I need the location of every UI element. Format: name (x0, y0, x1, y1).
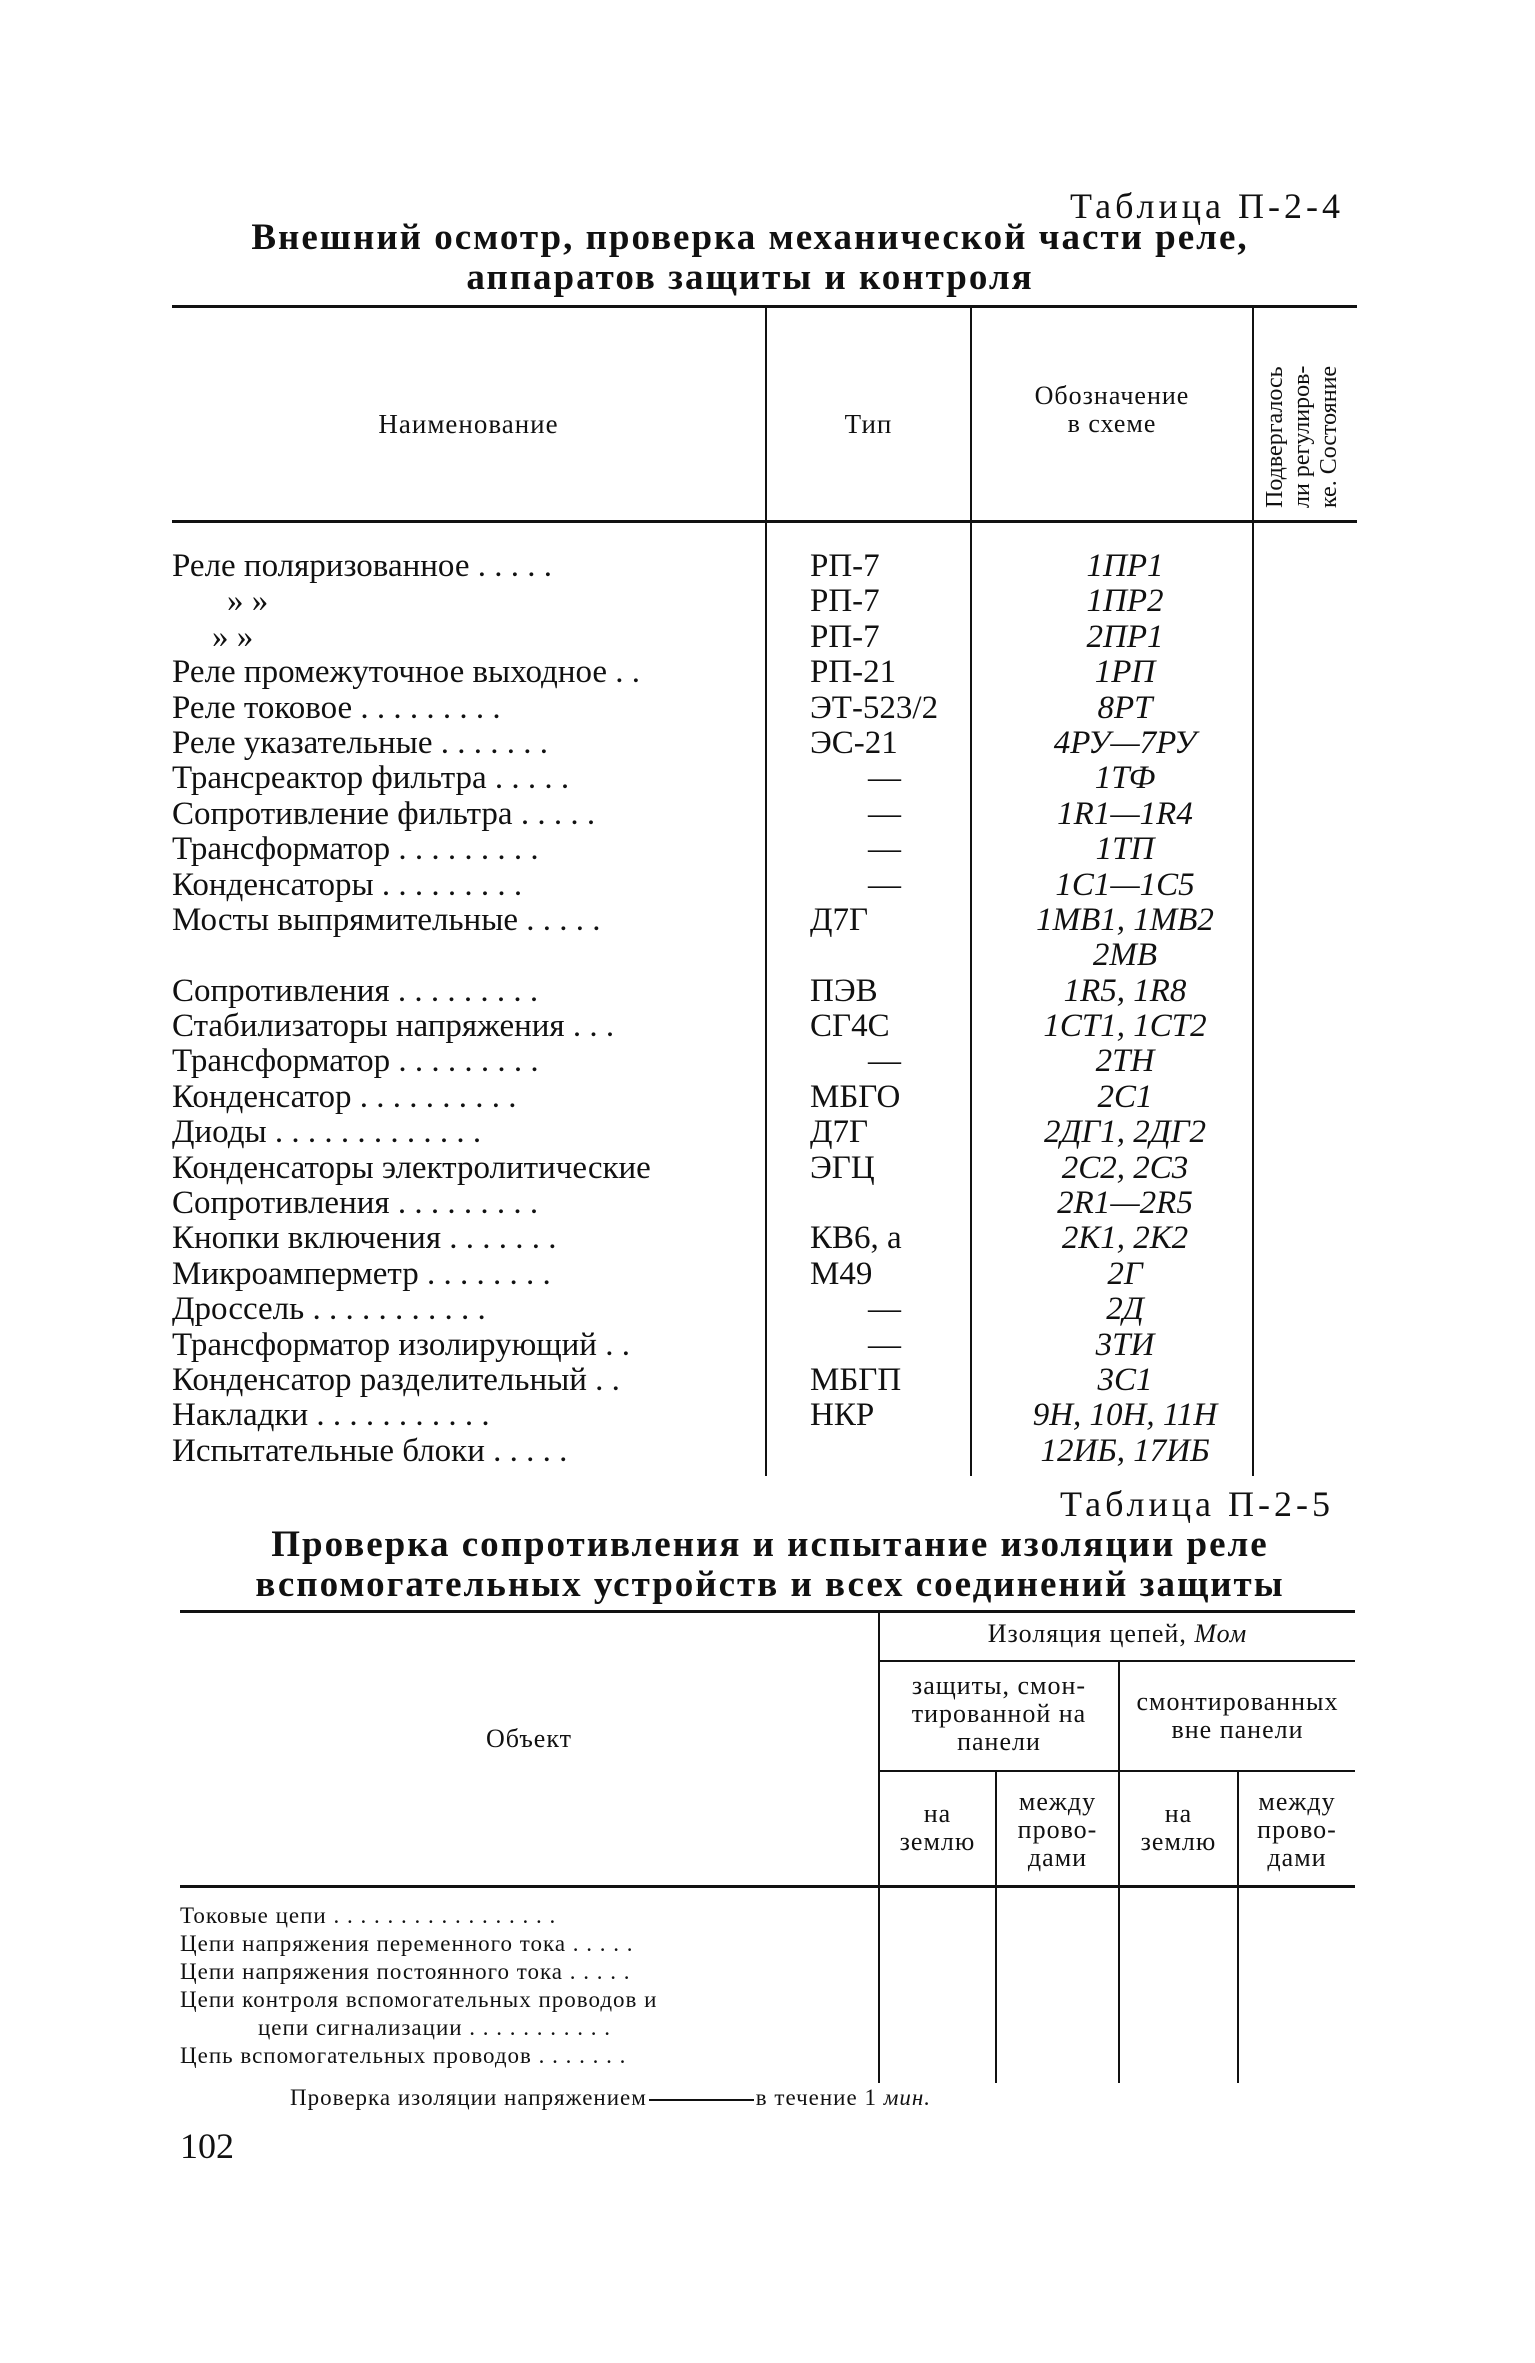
header-mounted-panel: защиты, смон- тированной на панели (911, 1671, 1087, 1756)
table-row-name (172, 938, 752, 973)
header-name: Наименование (378, 409, 559, 439)
header-state: Подвергалось ли регулиров- ке. Состояние (1262, 365, 1342, 508)
table-row-type: ЭТ-523/2 (810, 689, 939, 726)
table-row-type: — (868, 831, 901, 868)
table-row-name: Трансформатор изолирующий . . (172, 1326, 630, 1363)
table-row-name: » » (212, 618, 254, 655)
table-row-name: Трансформатор . . . . . . . . . (172, 831, 539, 868)
table-row-type: — (868, 760, 901, 797)
header-object: Объект (486, 1724, 572, 1753)
table-row-type: НКР (810, 1397, 875, 1434)
table-row-designation: 2С1 (1097, 1078, 1153, 1115)
voltage-blank (649, 2099, 754, 2101)
table-2-caption: Таблица П-2-5 (1060, 1484, 1334, 1524)
table-row-type: ПЭВ (810, 972, 878, 1009)
table-row-designation: 2МВ (1092, 937, 1158, 974)
table-2-title-line-2: вспомогательных устройств и всех соединений защиты (255, 1564, 1285, 1605)
table-row-name: Сопротивления . . . . . . . . . (172, 1185, 539, 1222)
table-row-name: » » (227, 583, 269, 620)
table-row-type: РП-7 (810, 583, 880, 620)
table-row-type: ЭС-21 (810, 724, 898, 761)
table-row-name: Реле промежуточное выходное . . (172, 654, 641, 691)
table-row-name: Стабилизаторы напряжения . . . (172, 1008, 615, 1045)
table-row-name: Диоды . . . . . . . . . . . . . (172, 1114, 482, 1151)
table-row-type: М49 (810, 1255, 873, 1292)
table-row-name: Конденсаторы . . . . . . . . . (172, 866, 523, 903)
table-row-name: Накладки . . . . . . . . . . . (172, 1397, 490, 1434)
table-row-name: Микроамперметр . . . . . . . . (172, 1255, 551, 1292)
table-row-designation: 3С1 (1097, 1361, 1153, 1398)
table-row-type: РП-21 (810, 654, 897, 691)
table-row-designation: 2ПР1 (1086, 618, 1164, 655)
table-1-title-line-2: аппаратов защиты и контроля (466, 257, 1034, 298)
table-row-designation: 1МВ1, 1МВ2 (1036, 901, 1214, 938)
table-row-type: СГ4С (810, 1008, 890, 1045)
table-row-designation: 1ПР2 (1086, 583, 1164, 620)
name-column (172, 549, 752, 1469)
table-2-top-rule (180, 1610, 1355, 1613)
table-row-type: Д7Г (810, 901, 869, 938)
table-row-designation: 4РУ—7РУ (1053, 724, 1197, 761)
table-row-object: цепи сигнализации . . . . . . . . . . . (258, 2015, 612, 2040)
header-between-wires: между прово- дами (1257, 1787, 1337, 1872)
header-between-wires: между прово- дами (1017, 1787, 1098, 1872)
table-row-designation: 1ТП (1095, 831, 1155, 868)
table-row-name: Реле токовое . . . . . . . . . (172, 689, 501, 726)
table-row-designation: 2R1—2R5 (1057, 1185, 1193, 1222)
table-row-designation: 2К1, 2К2 (1061, 1220, 1189, 1257)
table-row-name: Испытательные блоки . . . . . (172, 1432, 568, 1469)
table-row-name: Трансформатор . . . . . . . . . (172, 1043, 539, 1080)
header-type: Тип (844, 409, 893, 439)
table-row-designation: 1ПР1 (1086, 548, 1164, 584)
table-row-designation: 2ДГ1, 2ДГ2 (1043, 1114, 1207, 1151)
header-outside-panel: смонтированных вне панели (1136, 1687, 1339, 1744)
insulation-test-note: Проверка изоляции напряжением в течение 1 мин. (290, 2085, 932, 2110)
table-row-name: Сопротивление фильтра . . . . . (172, 795, 596, 832)
table-row-object: Цепь вспомогательных проводов . . . . . . . (180, 2043, 627, 2068)
table-row-object: Цепи напряжения переменного тока . . . . . (180, 1931, 634, 1956)
table-row-name: Дроссель . . . . . . . . . . . (172, 1291, 486, 1328)
table-row-designation: 1С1—1С5 (1055, 866, 1195, 903)
table-row-name: Реле указательные . . . . . . . (172, 724, 549, 761)
table-row-type: КВ6, а (810, 1220, 902, 1257)
table-1-caption: Таблица П-2-4 (1070, 186, 1344, 226)
table-row-name: Трансреактор фильтра . . . . . (172, 760, 570, 797)
header-to-ground: на землю (1140, 1799, 1217, 1856)
table-2-header-rule (180, 1885, 1355, 1888)
table-row-name: Мосты выпрямительные . . . . . (172, 901, 601, 938)
table-row-type: — (868, 1326, 901, 1363)
table-1-col-divider (765, 308, 767, 1476)
table-row-designation: 1СТ1, 1СТ2 (1043, 1008, 1207, 1045)
table-row-type: — (868, 795, 901, 832)
table-row-designation: 3ТИ (1095, 1326, 1155, 1363)
table-row-designation: 2Г (1107, 1255, 1143, 1292)
table-row-type (810, 1186, 960, 1221)
table-row-designation: 9Н, 10Н, 11Н (1032, 1397, 1218, 1434)
table-1-col-divider (970, 308, 972, 1476)
table-row-type: — (868, 866, 901, 903)
table-row-type: Д7Г (810, 1114, 869, 1151)
table-row-type: ЭГЦ (810, 1149, 875, 1186)
table-row-designation: 2ТН (1095, 1043, 1155, 1080)
table-row-type: РП-7 (810, 548, 880, 584)
table-row-designation: 12ИБ, 17ИБ (1040, 1432, 1210, 1469)
table-row-designation: 1R1—1R4 (1057, 795, 1193, 832)
designation-column (975, 549, 1275, 1469)
table-row-object: Цепи контроля вспомогательных проводов и (180, 1987, 658, 2012)
table-row-designation: 2С2, 2С3 (1061, 1149, 1189, 1186)
table-row-type (810, 1434, 960, 1469)
table-1-title-line-1: Внешний осмотр, проверка механической части реле, (251, 217, 1249, 258)
table-row-designation: 8РТ (1097, 689, 1153, 726)
table-row-type: МБГП (810, 1361, 902, 1398)
table-row-name: Реле поляризованное . . . . . (172, 548, 552, 584)
table-row-name: Сопротивления . . . . . . . . . (172, 972, 539, 1009)
table-row-object: Токовые цепи . . . . . . . . . . . . . . . . . (180, 1903, 557, 1928)
table-row-name: Конденсаторы электролитические (172, 1149, 651, 1186)
header-to-ground: на землю (899, 1799, 976, 1856)
table-row-designation: 1R5, 1R8 (1063, 972, 1187, 1009)
header-insulation: Изоляция цепей, Мом (987, 1619, 1248, 1648)
table-row-name: Конденсатор разделительный . . (172, 1361, 620, 1398)
table-row-object: Цепи напряжения постоянного тока . . . . . (180, 1959, 631, 1984)
table-row-type (810, 938, 960, 973)
table-row-name: Кнопки включения . . . . . . . (172, 1220, 557, 1257)
table-2-title-line-1: Проверка сопротивления и испытание изоляции реле (271, 1524, 1269, 1565)
table-row-type: МБГО (810, 1078, 901, 1115)
page-number: 102 (180, 2126, 234, 2166)
object-column (180, 1902, 870, 2070)
table-row-name: Конденсатор . . . . . . . . . . (172, 1078, 517, 1115)
table-row-designation: 1РП (1094, 654, 1156, 691)
table-row-type: РП-7 (810, 618, 880, 655)
type-column (810, 549, 960, 1469)
table-row-type: — (868, 1043, 901, 1080)
table-row-designation: 1ТФ (1094, 760, 1156, 797)
table-row-designation: 2Д (1106, 1291, 1144, 1328)
header-designation: Обозначение в схеме (1034, 381, 1190, 438)
table-row-type: — (868, 1291, 901, 1328)
